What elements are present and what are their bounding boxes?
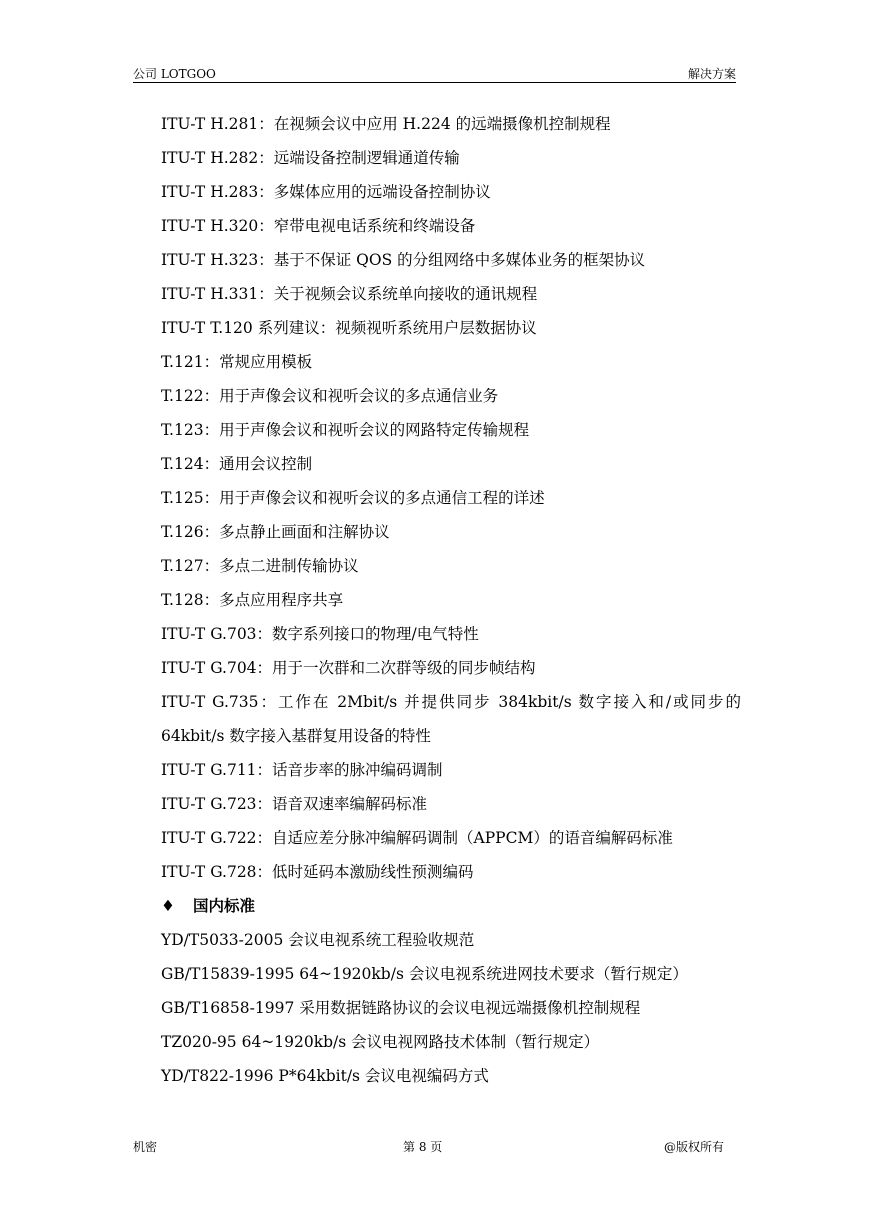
standard-line: T.124：通用会议控制: [161, 455, 313, 473]
standard-line: ITU-T G.704：用于一次群和二次群等级的同步帧结构: [161, 659, 536, 677]
header-company: 公司 LOTGOO: [133, 67, 216, 81]
diamond-bullet-icon: ♦: [161, 897, 175, 915]
document-body: [161, 107, 741, 1093]
standard-line: T.121：常规应用模板: [161, 353, 313, 371]
standard-line: T.126：多点静止画面和注解协议: [161, 523, 390, 541]
section-title: 国内标准: [193, 896, 256, 915]
standard-line: T.127：多点二进制传输协议: [161, 557, 359, 575]
standard-line: ITU-T H.320：窄带电视电话系统和终端设备: [161, 217, 476, 235]
standard-line: ITU-T H.323：基于不保证 QOS 的分组网络中多媒体业务的框架协议: [161, 251, 646, 269]
standard-line: ITU-T H.331：关于视频会议系统单向接收的通讯规程: [161, 285, 538, 303]
standard-line: T.128：多点应用程序共享: [161, 591, 344, 609]
section-heading: [161, 889, 741, 923]
standard-line-continued: 64kbit/s 数字接入基群复用设备的特性: [161, 727, 431, 745]
standard-line: ITU-T G.703：数字系列接口的物理/电气特性: [161, 625, 479, 643]
domestic-standard-line: TZ020-95 64~1920kb/s 会议电视网路技术体制（暂行规定）: [161, 1033, 600, 1051]
standard-line: T.123：用于声像会议和视听会议的网路特定传输规程: [161, 421, 530, 439]
standard-line: ITU-T G.735：工作在 2Mbit/s 并提供同步 384kbit/s 数字接入和/或同步的: [161, 693, 741, 711]
domestic-standard-line: GB/T16858-1997 采用数据链路协议的会议电视远端摄像机控制规程: [161, 999, 641, 1017]
standard-line: ITU-T H.282：远端设备控制逻辑通道传输: [161, 149, 460, 167]
standard-line: ITU-T G.723：语音双速率编解码标准: [161, 795, 428, 813]
footer-copyright: @版权所有: [663, 1140, 724, 1154]
standard-line: ITU-T G.728：低时延码本激励线性预测编码: [161, 863, 474, 881]
standard-line: ITU-T H.283：多媒体应用的远端设备控制协议: [161, 183, 491, 201]
standard-line: T.122：用于声像会议和视听会议的多点通信业务: [161, 387, 499, 405]
footer-page-number: 第 8 页: [403, 1140, 443, 1154]
domestic-standard-line: YD/T5033-2005 会议电视系统工程验收规范: [161, 931, 475, 949]
domestic-standard-line: GB/T15839-1995 64~1920kb/s 会议电视系统进网技术要求（暂行规定）: [161, 965, 688, 983]
header-doc-type: 解决方案: [687, 67, 736, 81]
page-header: [133, 62, 736, 83]
standard-line: ITU-T H.281：在视频会议中应用 H.224 的远端摄像机控制规程: [161, 115, 611, 133]
standard-line: T.125：用于声像会议和视听会议的多点通信工程的详述: [161, 489, 545, 507]
footer-confidential: 机密: [133, 1140, 158, 1154]
standard-line: ITU-T G.722：自适应差分脉冲编解码调制（APPCM）的语音编解码标准: [161, 829, 673, 847]
standard-line: ITU-T T.120 系列建议：视频视听系统用户层数据协议: [161, 319, 537, 337]
standard-line: ITU-T G.711：话音步率的脉冲编码调制: [161, 761, 443, 779]
domestic-standard-line: YD/T822-1996 P*64kbit/s 会议电视编码方式: [161, 1067, 489, 1085]
